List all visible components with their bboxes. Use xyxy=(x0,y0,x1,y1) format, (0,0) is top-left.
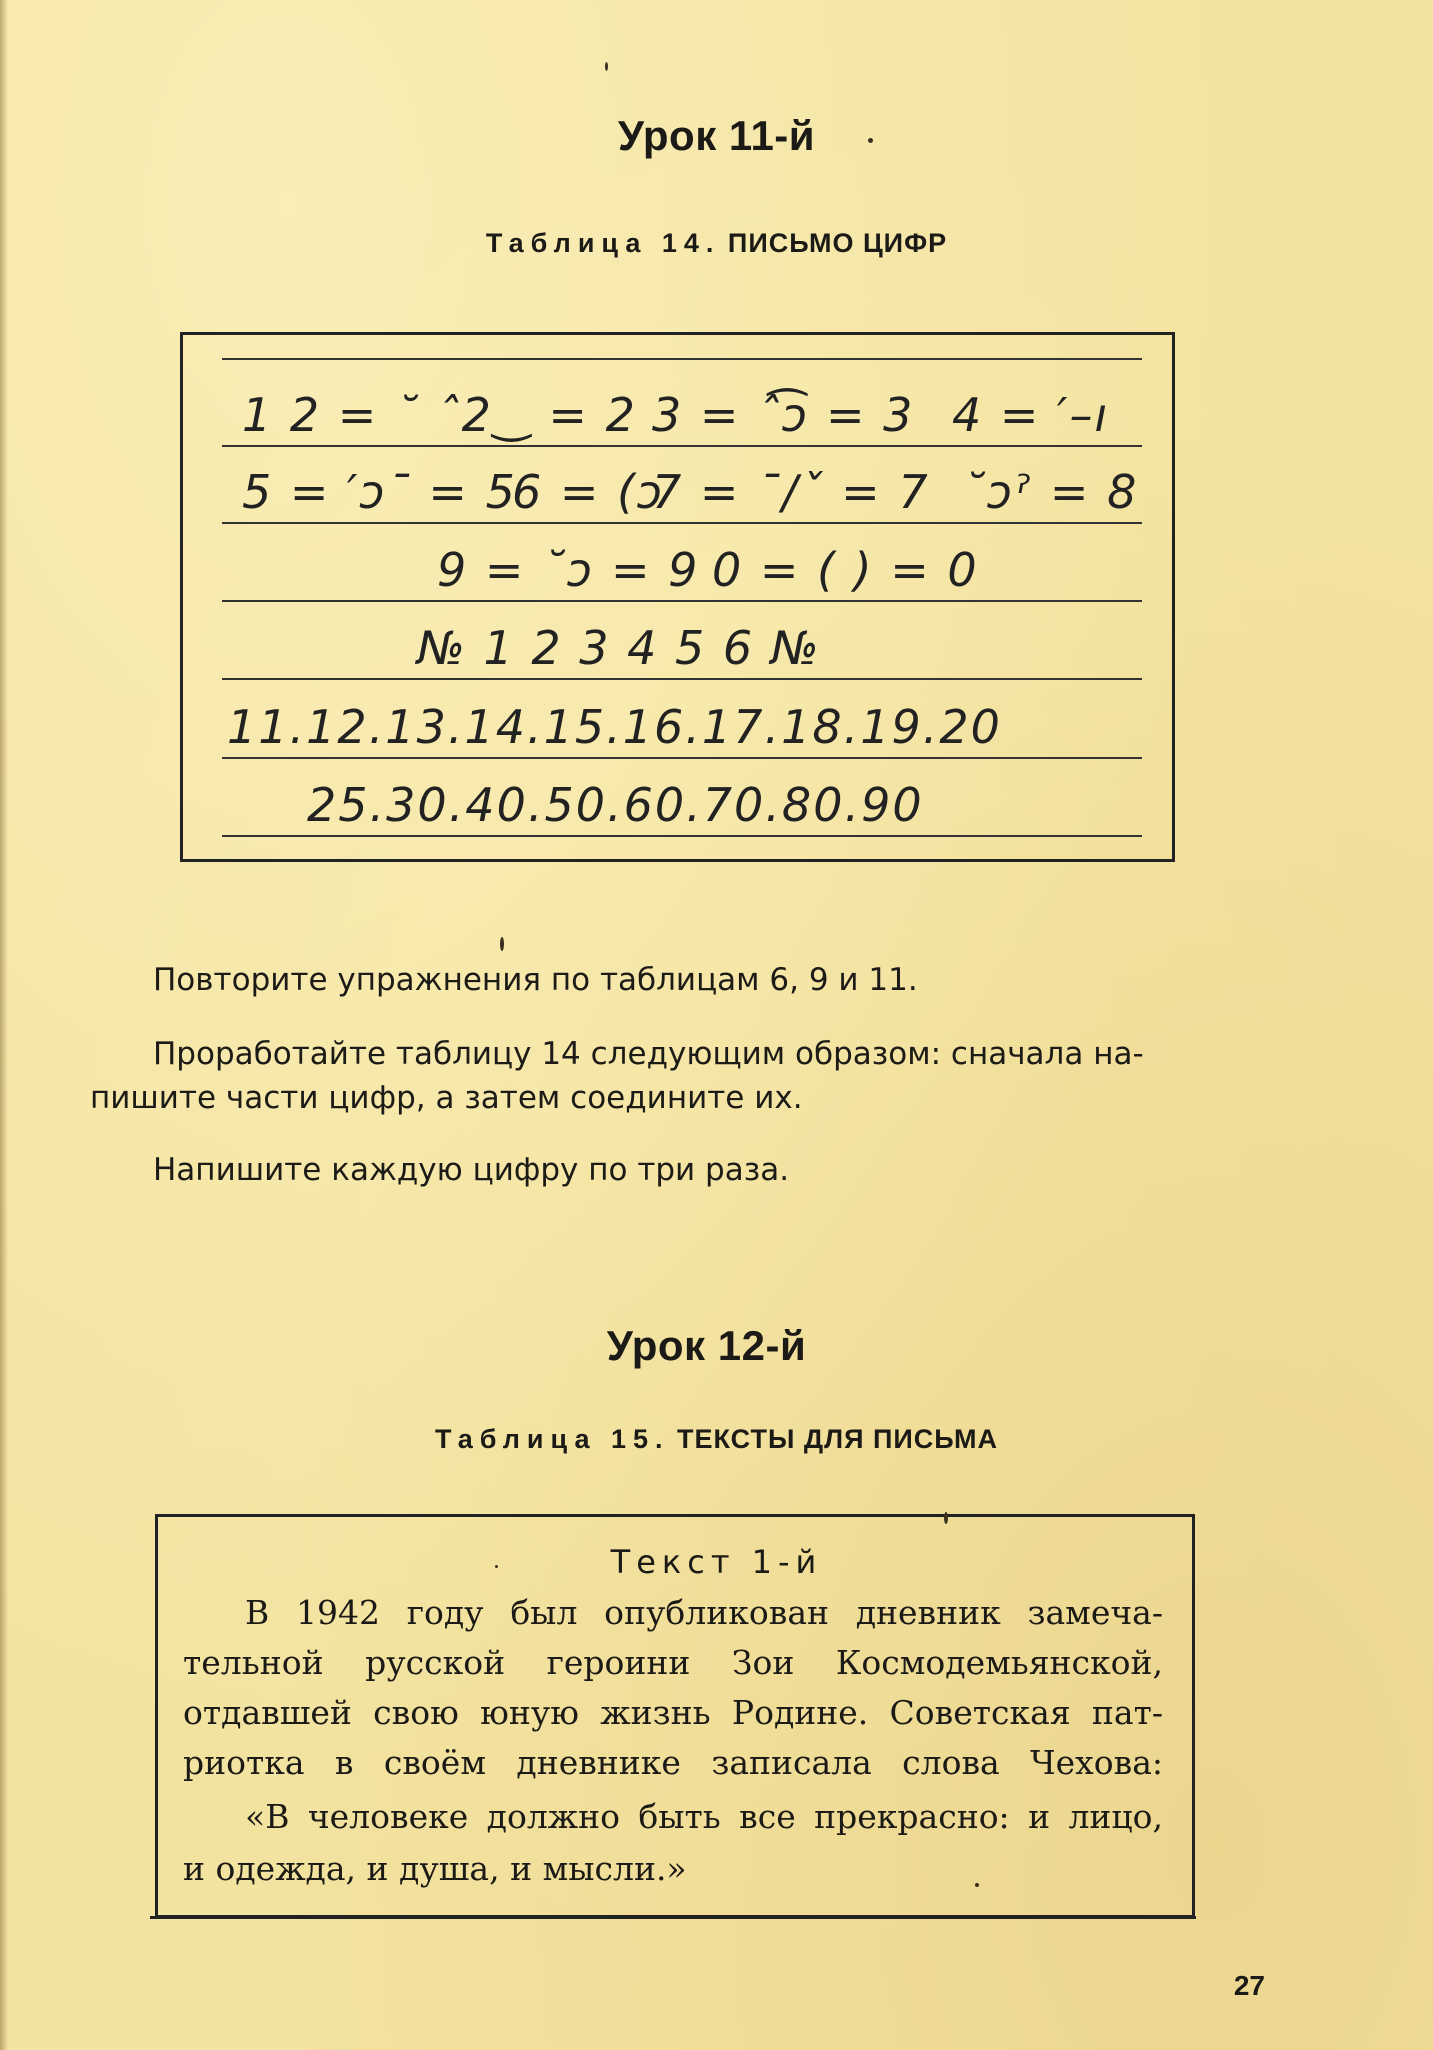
digits-row-2-part-1: 5 = ′ɔˉ = 5 xyxy=(242,465,517,519)
table-14-title: ПИСЬМО ЦИФР xyxy=(727,228,948,258)
digits-row-3-part-2: 0 = ( ) = 0 xyxy=(712,543,979,597)
print-speck xyxy=(944,1512,948,1524)
digits-row-2-part-2: 6 = (ɔ xyxy=(512,465,665,519)
text-box-bottom-rule xyxy=(150,1916,1196,1919)
lesson-12-title: Урок 12-й xyxy=(606,1322,807,1369)
digits-row-1-part-1: 1 2 = ˘ ˆ2‿ = 2 xyxy=(242,388,637,442)
digits-row-4-part-1: № 1 2 3 4 5 6 № xyxy=(417,621,821,675)
table-15-label: Таблица 15. xyxy=(434,1424,670,1454)
exercise-repeat-tables: Повторите упражнения по таблицам 6, 9 и 11. xyxy=(153,962,918,998)
digits-table-top-rule xyxy=(222,358,1142,360)
text-box-line-1: В 1942 году был опубликован дневник замеча- xyxy=(245,1593,1163,1632)
digits-row-5 xyxy=(222,697,1142,759)
exercise-work-table-line2: пишите части цифр, а затем соедините их. xyxy=(90,1080,803,1116)
table-14-caption xyxy=(0,228,1433,259)
digits-row-4 xyxy=(222,618,1142,680)
digits-row-2 xyxy=(222,462,1142,524)
text-box-line-5: «В человеке должно быть все прекрасно: и лицо, xyxy=(245,1797,1163,1836)
digits-row-6 xyxy=(222,775,1142,837)
digits-row-5-part-1: 11.12.13.14.15.16.17.18.19.20 xyxy=(227,700,1002,754)
exercise-write-digits: Напишите каждую цифру по три раза. xyxy=(153,1152,790,1188)
text-box-title: Текст 1-й xyxy=(610,1543,823,1581)
digits-row-3-part-1: 9 = ˘ɔ = 9 xyxy=(437,543,700,597)
page-edge-shadow xyxy=(0,0,8,2050)
table-14-label: Таблица 14. xyxy=(485,228,721,258)
text-box-line-6: и одежда, и душа, и мысли.» xyxy=(183,1849,687,1888)
print-speck xyxy=(605,62,608,71)
digits-row-1 xyxy=(222,385,1142,447)
digits-row-3 xyxy=(222,540,1142,602)
text-box-line-4: риотка в своём дневнике записала слова Чехова: xyxy=(183,1743,1163,1782)
lesson-11-title: Урок 11-й xyxy=(617,112,816,159)
table-15-title: ТЕКСТЫ ДЛЯ ПИСЬМА xyxy=(677,1424,999,1454)
text-box-line-2: тельной русской героини Зои Космодемьянской, xyxy=(183,1643,1163,1682)
digits-row-1-part-2: 3 = ˆ͡ɔ = 3 xyxy=(652,388,915,442)
print-speck xyxy=(500,937,504,951)
digits-row-6-part-1: 25.30.40.50.60.70.80.90 xyxy=(307,778,924,832)
page-number: 27 xyxy=(1233,1970,1265,2001)
print-speck xyxy=(975,1883,979,1887)
digits-row-1-part-3: 4 = ′–ı xyxy=(952,388,1110,442)
print-speck xyxy=(868,138,873,143)
print-speck xyxy=(495,1565,498,1568)
text-box-line-3: отдавшей свою юную жизнь Родине. Советская пат- xyxy=(183,1693,1163,1732)
digits-row-2-part-3: 7 = ˉ/ˇ = 7 xyxy=(652,465,930,519)
exercise-work-table-line1: Проработайте таблицу 14 следующим образом: сначала на- xyxy=(153,1036,1144,1072)
digits-row-2-part-4: ˘ɔˀ = 8 xyxy=(962,465,1139,519)
table-15-caption xyxy=(0,1424,1433,1455)
